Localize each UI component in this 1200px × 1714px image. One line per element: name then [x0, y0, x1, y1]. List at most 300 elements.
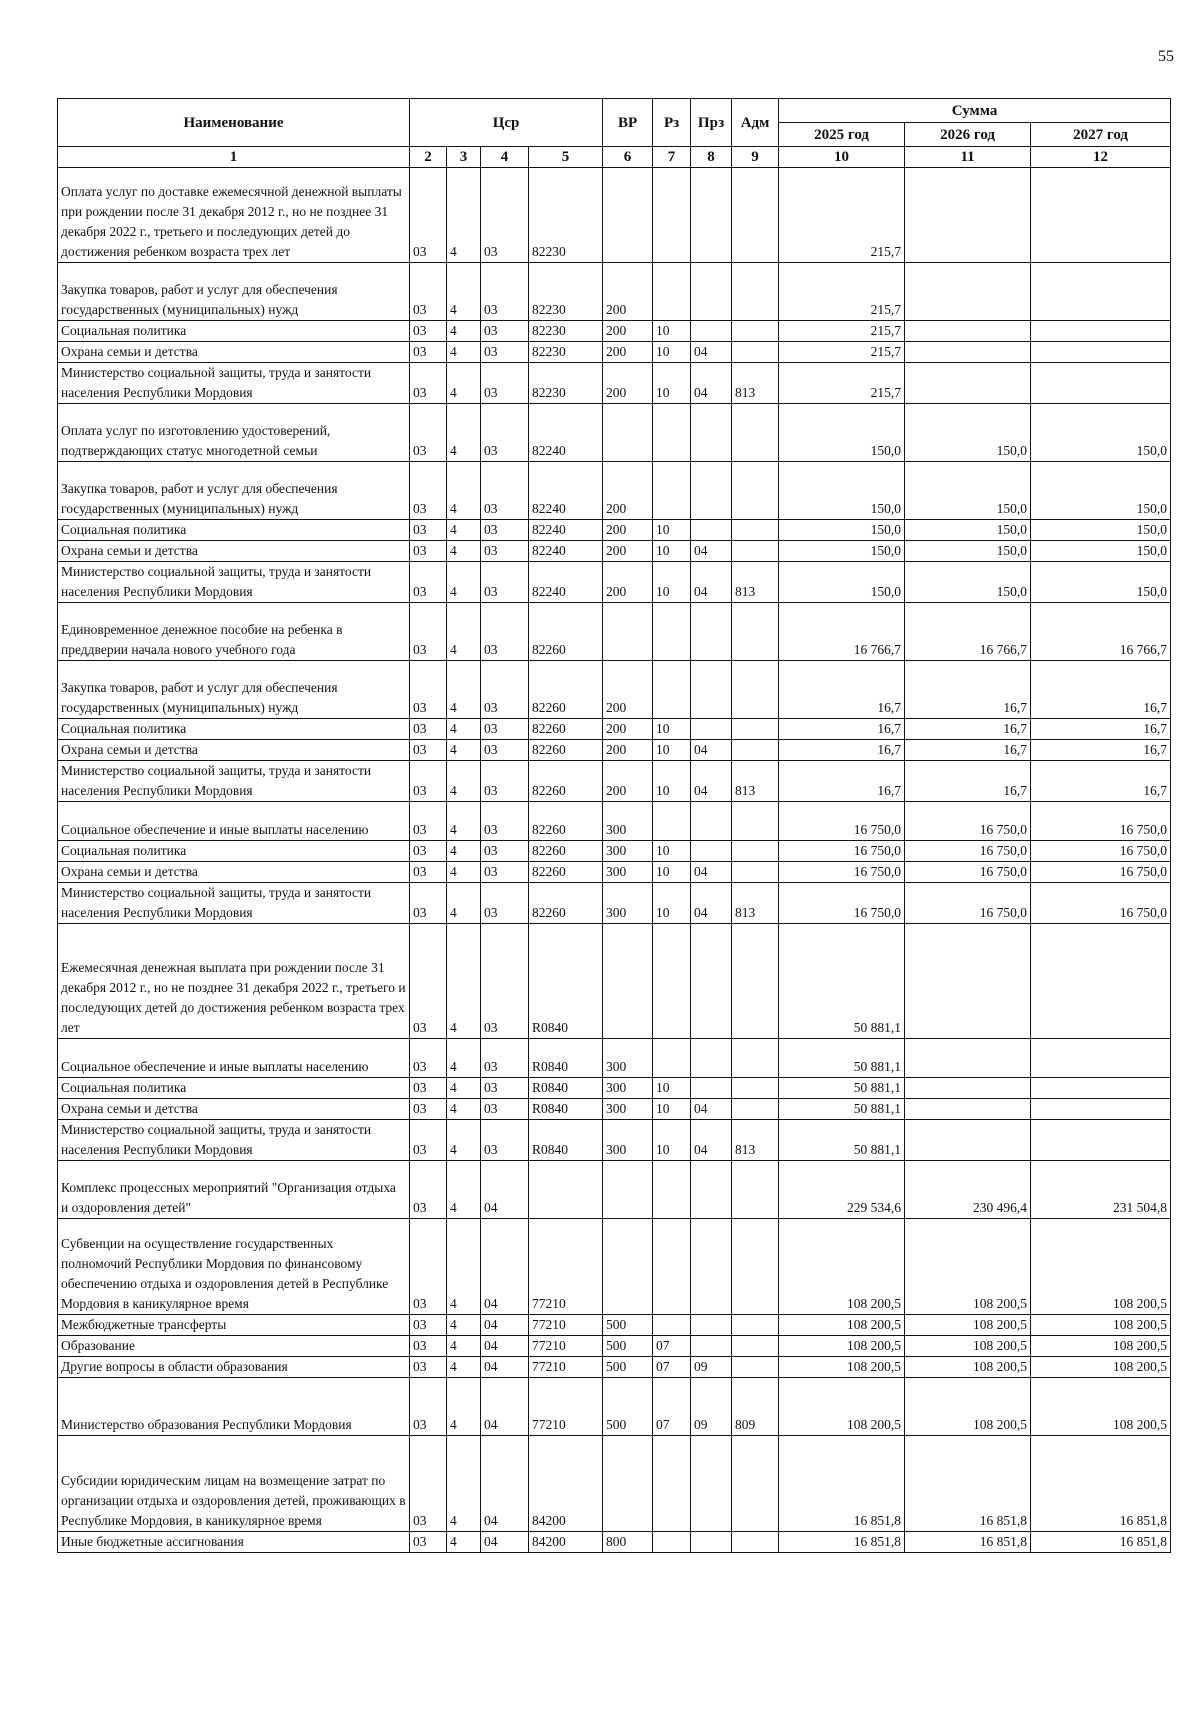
cell-2027 — [1031, 168, 1171, 263]
cell-rz: 10 — [653, 541, 691, 562]
cell-vr: 200 — [603, 661, 653, 719]
cell-name: Социальная политика — [58, 520, 410, 541]
cell-code: 03 — [410, 841, 447, 862]
cell-prz: 04 — [691, 883, 732, 924]
cell-2025: 108 200,5 — [779, 1378, 905, 1436]
cell-prz — [691, 1315, 732, 1336]
cell-rz: 10 — [653, 761, 691, 802]
cell-prz — [691, 1532, 732, 1553]
cell-2025: 150,0 — [779, 520, 905, 541]
cell-code: 03 — [410, 1099, 447, 1120]
cell-2026: 16 851,8 — [905, 1532, 1031, 1553]
cell-adm: 813 — [732, 1120, 779, 1161]
cell-code: 4 — [447, 562, 481, 603]
cell-2026: 16,7 — [905, 661, 1031, 719]
cell-rz — [653, 462, 691, 520]
cell-vr: 200 — [603, 342, 653, 363]
header-sum: Сумма — [779, 99, 1171, 123]
cell-vr: 800 — [603, 1532, 653, 1553]
cell-code: 03 — [410, 883, 447, 924]
cell-code: 4 — [447, 1532, 481, 1553]
cell-rz: 07 — [653, 1357, 691, 1378]
cell-2027: 108 200,5 — [1031, 1315, 1171, 1336]
header-year-2027: 2027 год — [1031, 123, 1171, 147]
cell-rz: 10 — [653, 841, 691, 862]
cell-2026: 16 750,0 — [905, 883, 1031, 924]
cell-code: 03 — [410, 1336, 447, 1357]
cell-code: 03 — [481, 541, 529, 562]
cell-prz — [691, 1078, 732, 1099]
cell-code: 03 — [410, 321, 447, 342]
cell-vr: 500 — [603, 1315, 653, 1336]
cell-code: 04 — [481, 1219, 529, 1315]
cell-rz — [653, 924, 691, 1039]
cell-code: R0840 — [529, 1099, 603, 1120]
cell-adm — [732, 342, 779, 363]
cell-code: 03 — [481, 1120, 529, 1161]
cell-2025: 215,7 — [779, 168, 905, 263]
cell-code: 03 — [481, 802, 529, 841]
cell-2026: 16,7 — [905, 719, 1031, 740]
table-row — [58, 719, 1171, 740]
cell-2027 — [1031, 342, 1171, 363]
col-number: 9 — [732, 147, 779, 168]
cell-adm — [732, 1532, 779, 1553]
cell-name: Охрана семьи и детства — [58, 541, 410, 562]
cell-code: 03 — [481, 924, 529, 1039]
cell-vr — [603, 168, 653, 263]
cell-2025: 50 881,1 — [779, 1099, 905, 1120]
cell-code: 03 — [410, 1039, 447, 1078]
cell-code: 04 — [481, 1315, 529, 1336]
cell-code: 03 — [410, 1161, 447, 1219]
cell-name: Министерство социальной защиты, труда и занятости населения Республики Мордовия — [58, 562, 410, 603]
cell-code: 82260 — [529, 661, 603, 719]
cell-2027: 108 200,5 — [1031, 1378, 1171, 1436]
cell-name: Закупка товаров, работ и услуг для обеспечения государственных (муниципальных) нужд — [58, 462, 410, 520]
table-row — [58, 1378, 1171, 1436]
col-number: 12 — [1031, 147, 1171, 168]
cell-2026 — [905, 1078, 1031, 1099]
cell-code: 03 — [481, 363, 529, 404]
cell-code: 03 — [410, 541, 447, 562]
cell-2027 — [1031, 363, 1171, 404]
cell-code: 03 — [410, 1357, 447, 1378]
cell-2026: 16 851,8 — [905, 1436, 1031, 1532]
cell-code: 4 — [447, 603, 481, 661]
cell-prz: 04 — [691, 761, 732, 802]
table-row — [58, 740, 1171, 761]
cell-vr: 300 — [603, 883, 653, 924]
cell-adm — [732, 740, 779, 761]
cell-rz: 10 — [653, 862, 691, 883]
cell-code: 82240 — [529, 462, 603, 520]
cell-name: Министерство социальной защиты, труда и занятости населения Республики Мордовия — [58, 363, 410, 404]
cell-code: 82230 — [529, 342, 603, 363]
cell-prz — [691, 404, 732, 462]
cell-rz: 10 — [653, 883, 691, 924]
cell-name: Субсидии юридическим лицам на возмещение затрат по организации отдыха и оздоровления детей, проживающих в Республике Мордовия, в каникулярное время — [58, 1436, 410, 1532]
cell-code: 03 — [481, 740, 529, 761]
cell-adm — [732, 862, 779, 883]
cell-2026: 150,0 — [905, 541, 1031, 562]
cell-2026 — [905, 168, 1031, 263]
cell-code: 4 — [447, 740, 481, 761]
cell-code: 82240 — [529, 404, 603, 462]
cell-vr — [603, 1436, 653, 1532]
cell-adm — [732, 1099, 779, 1120]
cell-name: Ежемесячная денежная выплата при рождении после 31 декабря 2012 г., но не позднее 31 декабря 2022 г., третьего и последующих детей до достижения ребенком возраста трех лет — [58, 924, 410, 1039]
table-row — [58, 1436, 1171, 1532]
cell-code — [529, 1161, 603, 1219]
cell-name: Социальная политика — [58, 841, 410, 862]
cell-2025: 16 851,8 — [779, 1532, 905, 1553]
cell-2026 — [905, 263, 1031, 321]
cell-2026: 108 200,5 — [905, 1315, 1031, 1336]
cell-vr: 200 — [603, 462, 653, 520]
cell-2025: 150,0 — [779, 541, 905, 562]
cell-vr: 200 — [603, 321, 653, 342]
cell-code: 4 — [447, 541, 481, 562]
cell-rz: 10 — [653, 740, 691, 761]
cell-code: 03 — [481, 1039, 529, 1078]
cell-2027 — [1031, 1078, 1171, 1099]
cell-2026: 150,0 — [905, 404, 1031, 462]
cell-vr: 300 — [603, 1099, 653, 1120]
cell-prz — [691, 168, 732, 263]
cell-prz: 09 — [691, 1378, 732, 1436]
cell-code: R0840 — [529, 1120, 603, 1161]
cell-rz: 10 — [653, 1099, 691, 1120]
cell-code: 03 — [410, 603, 447, 661]
cell-prz — [691, 661, 732, 719]
cell-name: Образование — [58, 1336, 410, 1357]
cell-adm — [732, 1436, 779, 1532]
cell-code: 03 — [481, 404, 529, 462]
table-row — [58, 1099, 1171, 1120]
cell-code: 03 — [410, 802, 447, 841]
cell-code: 4 — [447, 363, 481, 404]
cell-2026 — [905, 924, 1031, 1039]
col-number: 8 — [691, 147, 732, 168]
cell-code: 4 — [447, 802, 481, 841]
cell-vr: 300 — [603, 1078, 653, 1099]
cell-code: 04 — [481, 1161, 529, 1219]
cell-prz — [691, 802, 732, 841]
cell-vr: 500 — [603, 1378, 653, 1436]
col-number: 6 — [603, 147, 653, 168]
cell-2025: 150,0 — [779, 404, 905, 462]
cell-2027 — [1031, 1039, 1171, 1078]
cell-name: Межбюджетные трансферты — [58, 1315, 410, 1336]
cell-2027 — [1031, 1099, 1171, 1120]
header-numbers-row — [58, 147, 1171, 168]
cell-2025: 16,7 — [779, 719, 905, 740]
cell-2025: 215,7 — [779, 363, 905, 404]
cell-vr: 500 — [603, 1336, 653, 1357]
cell-adm — [732, 321, 779, 342]
cell-code: 4 — [447, 761, 481, 802]
header-year-2026: 2026 год — [905, 123, 1031, 147]
table-row — [58, 541, 1171, 562]
cell-code: 4 — [447, 1436, 481, 1532]
cell-code: 82260 — [529, 719, 603, 740]
cell-prz: 04 — [691, 541, 732, 562]
cell-code: 03 — [410, 1078, 447, 1099]
cell-2026 — [905, 342, 1031, 363]
cell-adm — [732, 520, 779, 541]
cell-code: 4 — [447, 462, 481, 520]
cell-code: 4 — [447, 1078, 481, 1099]
cell-2026 — [905, 1039, 1031, 1078]
cell-prz: 04 — [691, 342, 732, 363]
cell-2025: 108 200,5 — [779, 1315, 905, 1336]
cell-2027: 16 750,0 — [1031, 841, 1171, 862]
cell-code: 4 — [447, 883, 481, 924]
cell-adm — [732, 1219, 779, 1315]
cell-2025: 50 881,1 — [779, 1078, 905, 1099]
cell-code: 82260 — [529, 802, 603, 841]
cell-2025: 108 200,5 — [779, 1219, 905, 1315]
cell-name: Оплата услуг по изготовлению удостоверений, подтверждающих статус многодетной семьи — [58, 404, 410, 462]
cell-code: 03 — [410, 404, 447, 462]
cell-prz: 09 — [691, 1357, 732, 1378]
cell-adm: 809 — [732, 1378, 779, 1436]
cell-2026: 108 200,5 — [905, 1336, 1031, 1357]
cell-rz: 07 — [653, 1336, 691, 1357]
col-number: 2 — [410, 147, 447, 168]
cell-adm — [732, 541, 779, 562]
cell-code: 4 — [447, 1336, 481, 1357]
header-prz: Прз — [691, 99, 732, 147]
cell-rz — [653, 661, 691, 719]
cell-2027: 16,7 — [1031, 761, 1171, 802]
cell-rz — [653, 404, 691, 462]
cell-code: 03 — [481, 562, 529, 603]
cell-name: Министерство социальной защиты, труда и занятости населения Республики Мордовия — [58, 883, 410, 924]
cell-code: 4 — [447, 1357, 481, 1378]
cell-rz: 10 — [653, 321, 691, 342]
cell-2027: 150,0 — [1031, 404, 1171, 462]
cell-code: 03 — [410, 1120, 447, 1161]
cell-vr: 300 — [603, 841, 653, 862]
cell-code: 03 — [410, 462, 447, 520]
cell-rz: 10 — [653, 562, 691, 603]
cell-prz: 04 — [691, 862, 732, 883]
cell-code: 03 — [410, 562, 447, 603]
cell-adm: 813 — [732, 562, 779, 603]
col-number: 10 — [779, 147, 905, 168]
cell-2027 — [1031, 924, 1171, 1039]
cell-2027 — [1031, 263, 1171, 321]
col-number: 11 — [905, 147, 1031, 168]
col-number: 3 — [447, 147, 481, 168]
cell-code: 03 — [481, 862, 529, 883]
cell-adm: 813 — [732, 363, 779, 404]
cell-code: 03 — [410, 761, 447, 802]
cell-name: Социальное обеспечение и иные выплаты населению — [58, 802, 410, 841]
cell-code: R0840 — [529, 1039, 603, 1078]
cell-name: Закупка товаров, работ и услуг для обеспечения государственных (муниципальных) нужд — [58, 661, 410, 719]
cell-code: 04 — [481, 1336, 529, 1357]
cell-2025: 16 766,7 — [779, 603, 905, 661]
cell-code: 82260 — [529, 740, 603, 761]
cell-code: 77210 — [529, 1219, 603, 1315]
table-row — [58, 1078, 1171, 1099]
col-number: 7 — [653, 147, 691, 168]
cell-name: Комплекс процессных мероприятий "Организация отдыха и оздоровления детей" — [58, 1161, 410, 1219]
cell-2027 — [1031, 1120, 1171, 1161]
cell-code: 82230 — [529, 263, 603, 321]
cell-2025: 50 881,1 — [779, 1039, 905, 1078]
cell-2027: 150,0 — [1031, 462, 1171, 520]
cell-code: 77210 — [529, 1378, 603, 1436]
header-name: Наименование — [58, 99, 410, 147]
cell-prz: 04 — [691, 1120, 732, 1161]
cell-code: 03 — [481, 342, 529, 363]
cell-adm — [732, 1315, 779, 1336]
cell-rz — [653, 802, 691, 841]
cell-2026: 108 200,5 — [905, 1357, 1031, 1378]
cell-prz — [691, 1039, 732, 1078]
table-row — [58, 761, 1171, 802]
cell-2027: 16 750,0 — [1031, 862, 1171, 883]
cell-2027: 16,7 — [1031, 661, 1171, 719]
cell-prz — [691, 924, 732, 1039]
cell-2026: 16 766,7 — [905, 603, 1031, 661]
cell-2026: 16,7 — [905, 761, 1031, 802]
cell-2025: 16,7 — [779, 761, 905, 802]
table-row — [58, 562, 1171, 603]
table-row — [58, 802, 1171, 841]
header-rz: Рз — [653, 99, 691, 147]
table-row — [58, 883, 1171, 924]
cell-code: 82260 — [529, 883, 603, 924]
cell-name: Министерство социальной защиты, труда и занятости населения Республики Мордовия — [58, 761, 410, 802]
cell-name: Охрана семьи и детства — [58, 342, 410, 363]
table-row — [58, 841, 1171, 862]
cell-2027: 16 750,0 — [1031, 883, 1171, 924]
cell-code: 03 — [481, 321, 529, 342]
table-row — [58, 862, 1171, 883]
table-row — [58, 342, 1171, 363]
cell-prz — [691, 321, 732, 342]
cell-code: 03 — [410, 661, 447, 719]
cell-vr — [603, 603, 653, 661]
cell-name: Оплата услуг по доставке ежемесячной денежной выплаты при рождении после 31 декабря 2012 г., но не позднее 31 декабря 2022 г., третьего и последующих детей до достижения ребенком возраста трех лет — [58, 168, 410, 263]
cell-rz — [653, 1219, 691, 1315]
cell-code: 03 — [481, 603, 529, 661]
cell-2027: 16 766,7 — [1031, 603, 1171, 661]
cell-2027: 108 200,5 — [1031, 1219, 1171, 1315]
cell-code: 03 — [481, 761, 529, 802]
cell-prz — [691, 1219, 732, 1315]
cell-code: 4 — [447, 841, 481, 862]
cell-code: 03 — [481, 1099, 529, 1120]
cell-rz — [653, 1315, 691, 1336]
header-vr: ВР — [603, 99, 653, 147]
table-row — [58, 321, 1171, 342]
cell-code: 04 — [481, 1436, 529, 1532]
cell-adm — [732, 841, 779, 862]
cell-2026: 108 200,5 — [905, 1219, 1031, 1315]
cell-2026: 150,0 — [905, 562, 1031, 603]
cell-2026: 150,0 — [905, 520, 1031, 541]
cell-code: 84200 — [529, 1436, 603, 1532]
cell-code: 03 — [481, 661, 529, 719]
table-row — [58, 168, 1171, 263]
cell-2025: 215,7 — [779, 342, 905, 363]
cell-code: 4 — [447, 404, 481, 462]
table-row — [58, 462, 1171, 520]
cell-2025: 50 881,1 — [779, 1120, 905, 1161]
cell-code: R0840 — [529, 1078, 603, 1099]
cell-prz: 04 — [691, 740, 732, 761]
cell-name: Охрана семьи и детства — [58, 1099, 410, 1120]
cell-vr: 200 — [603, 520, 653, 541]
cell-2027: 108 200,5 — [1031, 1336, 1171, 1357]
cell-vr — [603, 924, 653, 1039]
table-row — [58, 1357, 1171, 1378]
cell-2026: 150,0 — [905, 462, 1031, 520]
cell-code: 03 — [410, 1219, 447, 1315]
cell-rz — [653, 168, 691, 263]
cell-adm — [732, 1161, 779, 1219]
cell-code: 03 — [481, 883, 529, 924]
cell-2025: 108 200,5 — [779, 1336, 905, 1357]
cell-code: 77210 — [529, 1315, 603, 1336]
cell-adm — [732, 263, 779, 321]
cell-adm — [732, 661, 779, 719]
cell-code: 82240 — [529, 520, 603, 541]
cell-2025: 16 750,0 — [779, 883, 905, 924]
cell-adm — [732, 1078, 779, 1099]
cell-name: Единовременное денежное пособие на ребенка в преддверии начала нового учебного года — [58, 603, 410, 661]
cell-code: 03 — [410, 740, 447, 761]
col-number: 4 — [481, 147, 529, 168]
cell-name: Министерство образования Республики Мордовия — [58, 1378, 410, 1436]
header-adm: Адм — [732, 99, 779, 147]
budget-table — [57, 98, 1171, 1553]
table-row — [58, 1336, 1171, 1357]
cell-2027: 150,0 — [1031, 562, 1171, 603]
cell-vr: 200 — [603, 363, 653, 404]
cell-code: 4 — [447, 1378, 481, 1436]
cell-vr — [603, 404, 653, 462]
cell-name: Закупка товаров, работ и услуг для обеспечения государственных (муниципальных) нужд — [58, 263, 410, 321]
cell-2027: 150,0 — [1031, 520, 1171, 541]
cell-adm — [732, 802, 779, 841]
cell-prz — [691, 462, 732, 520]
cell-name: Министерство социальной защиты, труда и занятости населения Республики Мордовия — [58, 1120, 410, 1161]
cell-2026: 16 750,0 — [905, 862, 1031, 883]
cell-prz — [691, 520, 732, 541]
col-number: 1 — [58, 147, 410, 168]
cell-code: 03 — [410, 342, 447, 363]
cell-vr: 300 — [603, 862, 653, 883]
cell-rz — [653, 1436, 691, 1532]
cell-code: R0840 — [529, 924, 603, 1039]
cell-2026: 16,7 — [905, 740, 1031, 761]
cell-code: 03 — [410, 363, 447, 404]
cell-2027: 231 504,8 — [1031, 1161, 1171, 1219]
cell-code: 4 — [447, 1219, 481, 1315]
cell-2026 — [905, 1120, 1031, 1161]
cell-2027: 16 750,0 — [1031, 802, 1171, 841]
table-row — [58, 520, 1171, 541]
cell-prz — [691, 1336, 732, 1357]
cell-2025: 150,0 — [779, 562, 905, 603]
